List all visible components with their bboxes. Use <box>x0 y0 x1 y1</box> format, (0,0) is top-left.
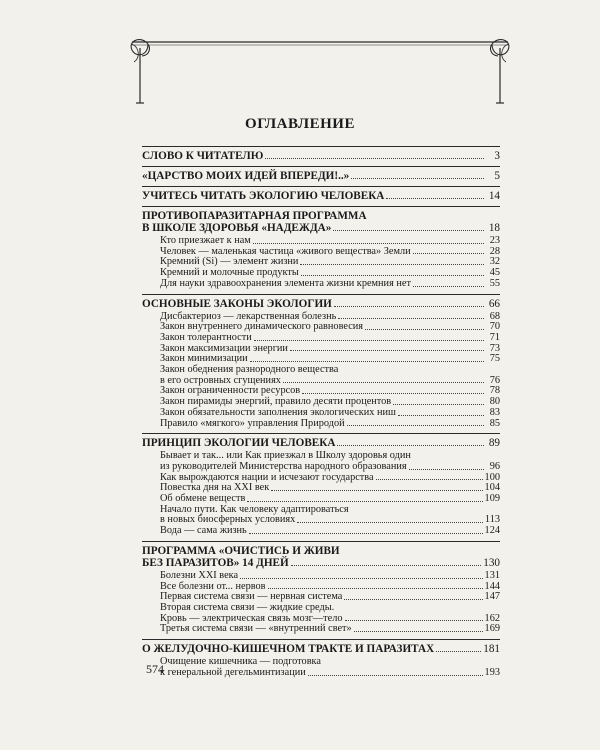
dot-leader <box>354 631 483 632</box>
section-page-number: 130 <box>483 556 500 569</box>
section-title-line: «ЦАРСТВО МОИХ ИДЕЙ ВПЕРЕДИ!..» <box>142 170 350 182</box>
section-page-number: 14 <box>488 190 500 202</box>
entry-title-line: Закон пирамиды энергий, правило десяти процентов <box>160 396 392 408</box>
toc-entry <box>160 657 500 678</box>
toc-subsection-list <box>142 451 500 537</box>
dot-leader <box>249 533 483 534</box>
toc-section <box>142 206 500 234</box>
dot-leader <box>409 469 484 470</box>
section-page-number: 5 <box>494 170 500 182</box>
entry-page-number: 131 <box>484 569 500 581</box>
dot-leader <box>365 329 484 330</box>
dot-leader <box>290 350 484 351</box>
dot-leader <box>393 404 484 405</box>
toc-subsection-list <box>142 657 500 678</box>
entry-title-line: Закон обеднения разнородного вещества <box>160 364 339 376</box>
toc-entry <box>160 624 500 635</box>
entry-title-line: в новых биосферных условиях <box>160 514 296 526</box>
toc-entry <box>160 526 500 537</box>
section-page-number: 18 <box>488 222 500 234</box>
dot-leader <box>283 382 484 383</box>
dot-leader <box>351 178 484 179</box>
entry-page-number: 113 <box>484 514 500 526</box>
entry-title-line: Правило «мягкого» управления Природой <box>160 417 345 429</box>
section-page-number: 3 <box>494 150 500 162</box>
dot-leader <box>347 425 484 426</box>
toc-subsection-list <box>142 236 500 290</box>
section-title-line: ПРОТИВОПАРАЗИТАРНАЯ ПРОГРАММА <box>142 210 367 222</box>
dot-leader <box>300 264 484 265</box>
entry-title-line: Начало пути. Как человеку адаптироваться <box>160 503 349 515</box>
toc-entry <box>160 505 500 526</box>
table-of-contents <box>142 146 500 679</box>
entry-title-line: Кремний и молочные продукты <box>160 267 299 279</box>
entry-title-line: Третья система связи — «внутренний свет» <box>160 623 352 635</box>
section-title-line: ПРИНЦИП ЭКОЛОГИИ ЧЕЛОВЕКА <box>142 437 336 450</box>
toc-section <box>142 294 500 310</box>
section-title-line: БЕЗ ПАРАЗИТОВ» 14 ДНЕЙ <box>142 556 289 569</box>
dot-leader <box>344 599 482 600</box>
entry-title-line: Об обмене веществ <box>160 493 246 505</box>
entry-page-number: 85 <box>489 417 500 429</box>
entry-page-number: 147 <box>484 591 500 603</box>
entry-page-number: 23 <box>489 235 500 246</box>
entry-title-line: Закон толерантности <box>160 331 252 343</box>
dot-leader <box>268 588 483 589</box>
page-number: 574 <box>146 662 164 676</box>
dot-leader <box>297 522 483 523</box>
toc-entry <box>160 365 500 386</box>
dot-leader <box>247 501 482 502</box>
toc-entry <box>160 408 500 419</box>
entry-title-line: Дисбактериоз — лекарственная болезнь <box>160 310 337 322</box>
dot-leader <box>253 243 484 244</box>
dot-leader <box>302 393 484 394</box>
toc-section <box>142 639 500 655</box>
toc-entry <box>160 419 500 430</box>
entry-title-line: Кремний (Si) — элемент жизни <box>160 256 299 268</box>
entry-page-number: 124 <box>484 525 500 537</box>
toc-section <box>142 433 500 449</box>
dot-leader <box>413 286 484 287</box>
toc-entry <box>160 451 500 472</box>
toc-entry <box>160 279 500 290</box>
dot-leader <box>376 479 483 480</box>
toc-entry <box>160 571 500 582</box>
entry-page-number: 83 <box>489 406 500 418</box>
dot-leader <box>240 578 482 579</box>
entry-page-number: 109 <box>484 493 500 505</box>
entry-page-number: 32 <box>489 256 500 268</box>
dot-leader <box>413 253 484 254</box>
section-title-line: УЧИТЕСЬ ЧИТАТЬ ЭКОЛОГИЮ ЧЕЛОВЕКА <box>142 190 385 202</box>
entry-title-line: в его островных сгущениях <box>160 374 281 386</box>
dot-leader <box>301 275 484 276</box>
entry-title-line: Закон максимизации энергии <box>160 342 288 354</box>
entry-page-number: 45 <box>489 267 500 279</box>
entry-page-number: 73 <box>489 342 500 354</box>
entry-title-line: Закон обязательности заполнения экологических ниш <box>160 406 396 418</box>
dot-leader <box>265 158 484 159</box>
entry-page-number: 76 <box>489 374 500 386</box>
entry-title-line: Первая система связи — нервная система <box>160 591 343 603</box>
section-title-line: ПРОГРАММА «ОЧИСТИСЬ И ЖИВИ <box>142 544 340 557</box>
page-title: ОГЛАВЛЕНИЕ <box>245 116 355 132</box>
dot-leader <box>436 651 481 652</box>
section-page-number: 181 <box>483 643 500 656</box>
dot-leader <box>250 361 484 362</box>
entry-title-line: Как вырождаются нации и исчезают государства <box>160 471 374 483</box>
entry-page-number: 193 <box>484 666 500 678</box>
entry-title-line: Болезни XXI века <box>160 569 239 581</box>
entry-page-number: 55 <box>489 277 500 289</box>
entry-page-number: 68 <box>489 310 500 322</box>
entry-title-line: Бывает и так... или Как приезжал в Школу здоровья один <box>160 450 411 462</box>
dot-leader <box>308 675 483 676</box>
section-page-number: 89 <box>488 437 500 450</box>
entry-page-number: 169 <box>484 623 500 635</box>
entry-page-number: 96 <box>489 460 500 472</box>
dot-leader <box>254 340 484 341</box>
entry-page-number: 144 <box>484 580 500 592</box>
entry-title-line: Кровь — электрическая связь мозг—тело <box>160 612 343 624</box>
toc-section <box>142 166 500 182</box>
entry-title-line: к генеральной дегельминтизации <box>160 666 306 678</box>
entry-page-number: 104 <box>484 482 500 494</box>
dot-leader <box>386 198 484 199</box>
entry-title-line: Все болезни от... нервов <box>160 580 266 592</box>
toc-subsection-list <box>142 312 500 430</box>
dot-leader <box>334 306 484 307</box>
entry-title-line: Очищение кишечника — подготовка <box>160 656 321 668</box>
toc-section <box>142 186 500 202</box>
entry-page-number: 80 <box>489 396 500 408</box>
entry-title-line: Закон ограниченности ресурсов <box>160 385 301 397</box>
entry-title-line: Закон минимизации <box>160 353 248 365</box>
entry-title-line: Человек — маленькая частица «живого вещества» Земли <box>160 245 411 257</box>
dot-leader <box>291 565 482 566</box>
dot-leader <box>345 620 483 621</box>
section-title-line: О ЖЕЛУДОЧНО-КИШЕЧНОМ ТРАКТЕ И ПАРАЗИТАХ <box>142 643 435 656</box>
entry-page-number: 75 <box>489 353 500 365</box>
toc-subsection-list <box>142 571 500 635</box>
entry-title-line: Повестка дня на XXI век <box>160 482 270 494</box>
entry-title-line: Кто приезжает к нам <box>160 235 251 246</box>
entry-page-number: 78 <box>489 385 500 397</box>
ornamental-frame <box>0 0 600 110</box>
section-title-line: ОСНОВНЫЕ ЗАКОНЫ ЭКОЛОГИИ <box>142 297 332 310</box>
entry-page-number: 162 <box>484 612 500 624</box>
dot-leader <box>333 230 484 231</box>
section-title-line: СЛОВО К ЧИТАТЕЛЮ <box>142 150 264 162</box>
section-title-line: В ШКОЛЕ ЗДОРОВЬЯ «НАДЕЖДА» <box>142 222 332 234</box>
section-page-number: 66 <box>488 297 500 310</box>
entry-page-number: 100 <box>484 471 500 483</box>
toc-section <box>142 541 500 569</box>
entry-title-line: Вода — сама жизнь <box>160 525 247 537</box>
entry-title-line: из руководителей Министерства народного образования <box>160 460 407 472</box>
entry-page-number: 28 <box>489 245 500 257</box>
entry-title-line: Для науки здравоохранения элемента жизни кремния нет <box>160 277 411 289</box>
toc-section <box>142 146 500 162</box>
entry-title-line: Закон внутреннего динамического равновесия <box>160 321 364 333</box>
dot-leader <box>338 318 484 319</box>
entry-page-number: 71 <box>489 331 500 343</box>
dot-leader <box>398 415 484 416</box>
dot-leader <box>337 445 484 446</box>
dot-leader <box>271 490 482 491</box>
entry-title-line: Вторая система связи — жидкие среды. <box>160 601 335 613</box>
entry-page-number: 70 <box>489 321 500 333</box>
